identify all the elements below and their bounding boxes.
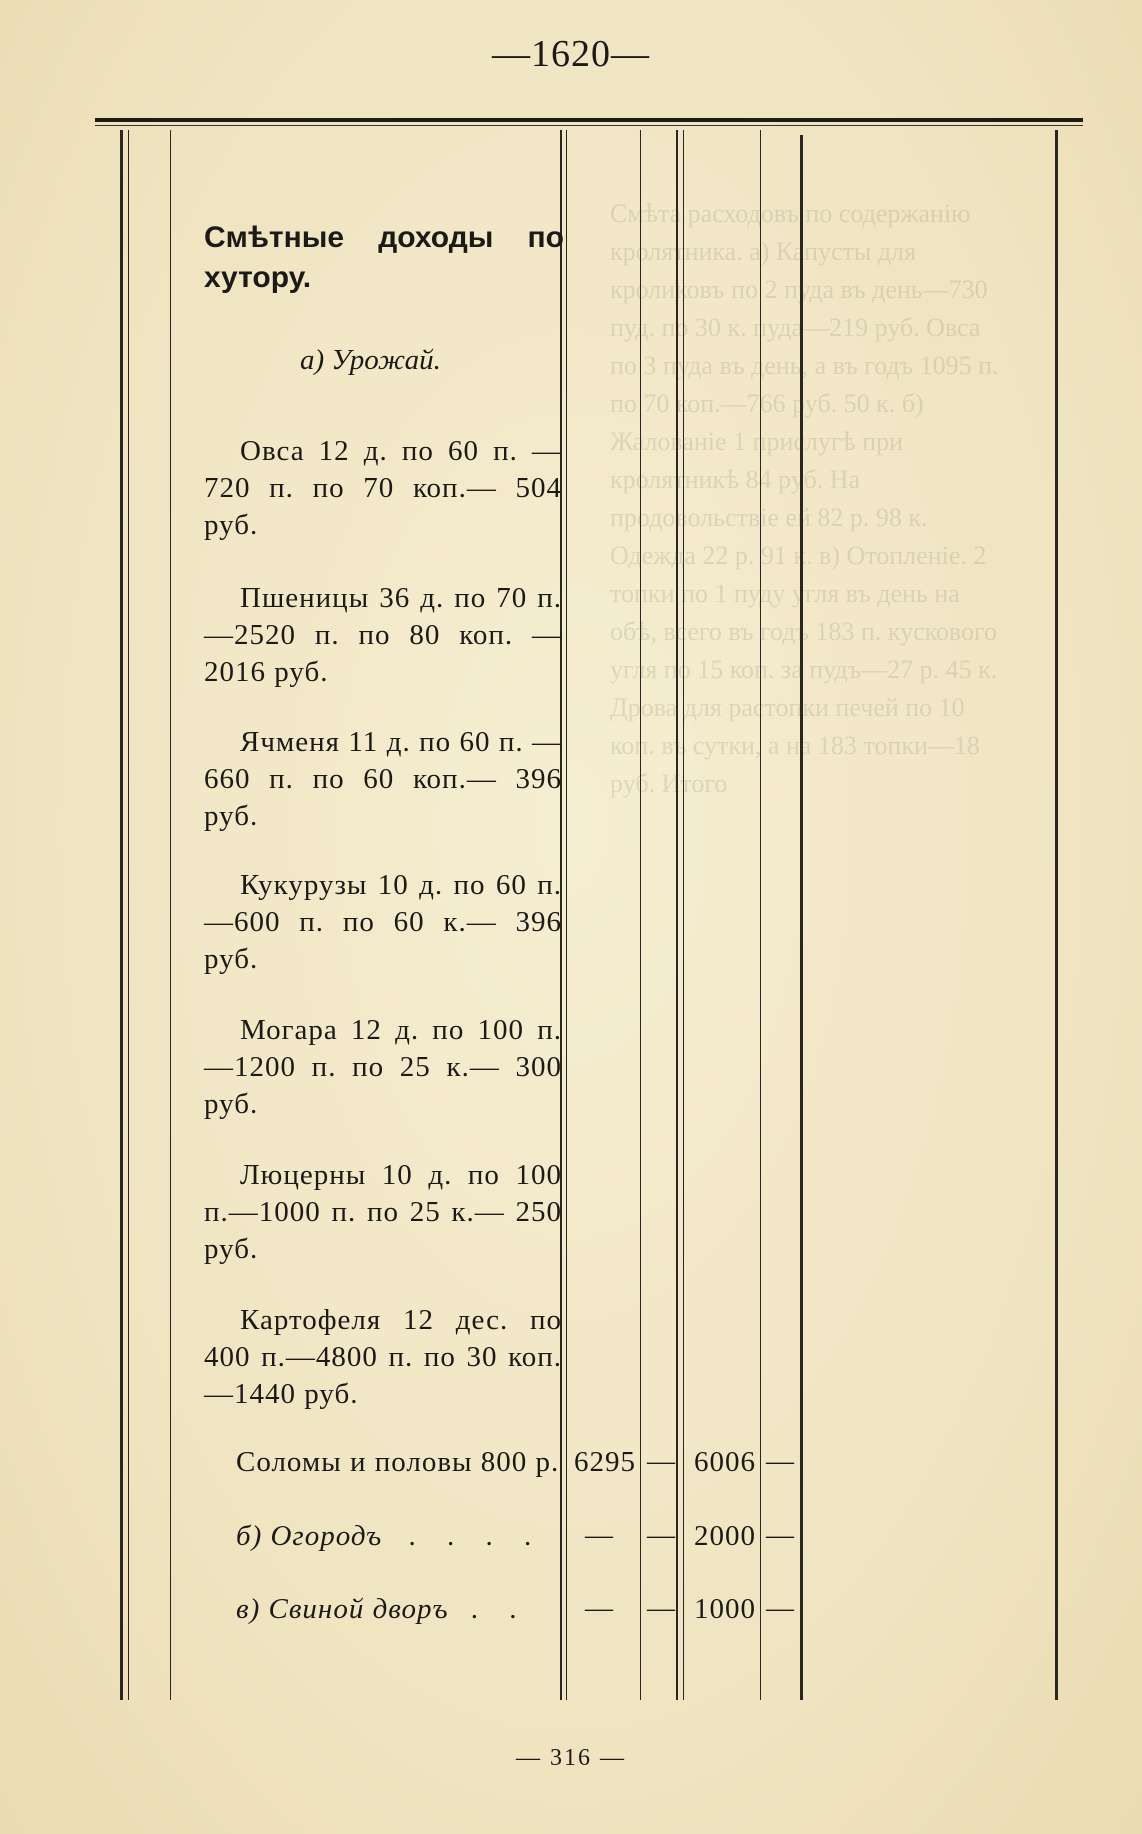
row-pigsty-col2: — — [647, 1593, 675, 1624]
subsection-harvest: а) Урожай. — [300, 344, 441, 376]
row-garden-col3: 2000 — [694, 1520, 756, 1552]
row-pigsty-col4: — — [766, 1593, 794, 1624]
entry-potato: Картофеля 12 дес. по 400 п.—4800 п. по 30 коп.—1440 руб. — [204, 1304, 562, 1410]
row-pigsty-text: в) Свиной дворъ — [236, 1593, 449, 1625]
bleed-through-text: Смѣта расходовъ по содержанію кролятника. а) Капусты для кроликовъ по 2 пуда въ день—730 пуд. по 30 к. пуда—219 руб. Овса по 3 пуда въ день, а въ годъ 1095 п. по 70 коп.—766 руб. 50 к. б) Жалованіе 1 прислугѣ при кролятникѣ 84 руб. На продовольствіе ей 82 р. 98 к. Одежда 22 р. 91 к. в) Отопленіе. 2 топки по 1 пуду угля въ день на обѣ, всего въ годъ 183 п. кускового угля по 15 коп. за пудъ—27 р. 45 к. Дрова для растопки печей по 10 коп. въ сутки, а на 183 топки—18 руб. Итого — [610, 199, 999, 798]
table-rule-left-outer — [120, 130, 123, 1700]
row-pigsty-dots: . . — [470, 1593, 529, 1625]
top-rule — [95, 118, 1083, 122]
page-footer-number: — 316 — — [516, 1745, 626, 1771]
entry-oats: Овса 12 д. по 60 п. —720 п. по 70 коп.— 504 руб. — [204, 435, 562, 541]
row-garden-text: б) Огородъ — [236, 1520, 383, 1552]
entry-mogar: Могара 12 д. по 100 п.—1200 п. по 25 к.— 300 руб. — [204, 1014, 562, 1120]
entry-corn: Кукурузы 10 д. по 60 п.—600 п. по 60 к.— 396 руб. — [204, 869, 562, 975]
row-pigsty-col3: 1000 — [694, 1593, 756, 1625]
row-straw-col3: 6006 — [694, 1446, 756, 1478]
row-garden-dots: . . . . — [408, 1520, 544, 1552]
table-rule-text-left — [170, 130, 171, 1700]
table-rule-left-inner — [128, 130, 129, 1700]
row-label-garden — [236, 1520, 543, 1553]
entry-wheat: Пшеницы 36 д. по 70 п.—2520 п. по 80 коп. —2016 руб. — [204, 582, 562, 688]
row-garden-col1: — — [585, 1520, 613, 1551]
page-number: —1620— — [492, 33, 650, 75]
row-garden-col4: — — [766, 1520, 794, 1551]
row-pigsty-col1: — — [585, 1593, 613, 1624]
entry-alfalfa: Люцерны 10 д. по 100 п.—1000 п. по 25 к.— 250 руб. — [204, 1159, 562, 1265]
row-garden-col2: — — [647, 1520, 675, 1551]
row-label-straw: Соломы и половы 800 р. — [236, 1446, 560, 1478]
row-straw-col2: — — [647, 1446, 675, 1477]
table-rule-right-outer — [1055, 130, 1058, 1700]
row-label-pigsty — [236, 1593, 529, 1626]
row-straw-col1: 6295 — [574, 1446, 636, 1478]
section-heading: Смѣтные доходы по хутору. — [204, 221, 564, 294]
row-straw-col4: — — [766, 1446, 794, 1477]
top-rule-thin — [95, 125, 1083, 126]
entry-barley: Ячменя 11 д. по 60 п. —660 п. по 60 коп.— 396 руб. — [204, 726, 562, 832]
